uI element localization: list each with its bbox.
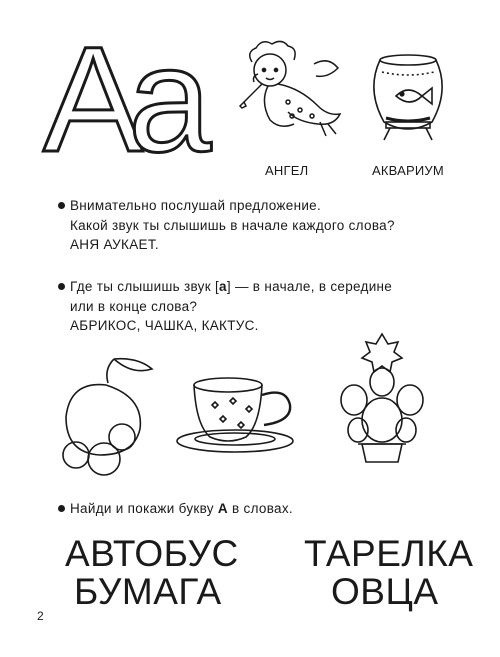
big-letter-uppercase: A: [43, 15, 144, 183]
bullet-icon: [58, 505, 65, 512]
task-1-sample: АНЯ АУКАЕТ.: [70, 237, 159, 252]
task-2-line-1: [70, 277, 480, 297]
apricot-fruit-illustration-icon: [60, 355, 160, 487]
potted-cactus-illustration-icon: [332, 330, 432, 472]
task-2-text: [70, 277, 480, 317]
bullet-icon: [58, 202, 65, 209]
word-right-1: ТАРЕЛКА: [304, 533, 474, 574]
word-left-2: БУМАГА: [74, 571, 222, 612]
angel-caption: АНГЕЛ: [265, 163, 309, 178]
page-number: 2: [37, 609, 44, 623]
teacup-on-saucer-illustration-icon: [172, 375, 302, 460]
aquarium-caption: АКВАРИУМ: [372, 163, 444, 178]
task-3-pre: Найди и покажи букву: [70, 501, 218, 516]
task-1-line-1: Внимательно послушай предложение.: [70, 198, 322, 213]
task-1-line-2: Какой звук ты слышишь в начале каждого слова?: [70, 218, 395, 233]
task-3-letter: А: [217, 501, 228, 516]
task-2-sound: а: [219, 279, 227, 294]
task-2-line-2: или в конце слова?: [70, 299, 198, 314]
bullet-icon: [58, 283, 65, 290]
word-right-2: ОВЦА: [331, 571, 439, 612]
task-2-line-1-pre: Где ты слышишь звук [: [70, 279, 220, 294]
big-letter-lowercase: a: [128, 15, 212, 183]
task-2-sample: АБРИКОС, ЧАШКА, КАКТУС.: [70, 318, 259, 333]
task-1-text: [70, 196, 480, 236]
task-3-text: [70, 499, 480, 519]
task-2-line-1-post: ] — в начале, в середине: [226, 279, 393, 294]
aquarium-illustration-icon: [366, 52, 450, 148]
angel-illustration-icon: [228, 40, 348, 145]
task-3-post: в словах.: [227, 501, 293, 516]
word-left-1: АВТОБУС: [65, 533, 239, 574]
